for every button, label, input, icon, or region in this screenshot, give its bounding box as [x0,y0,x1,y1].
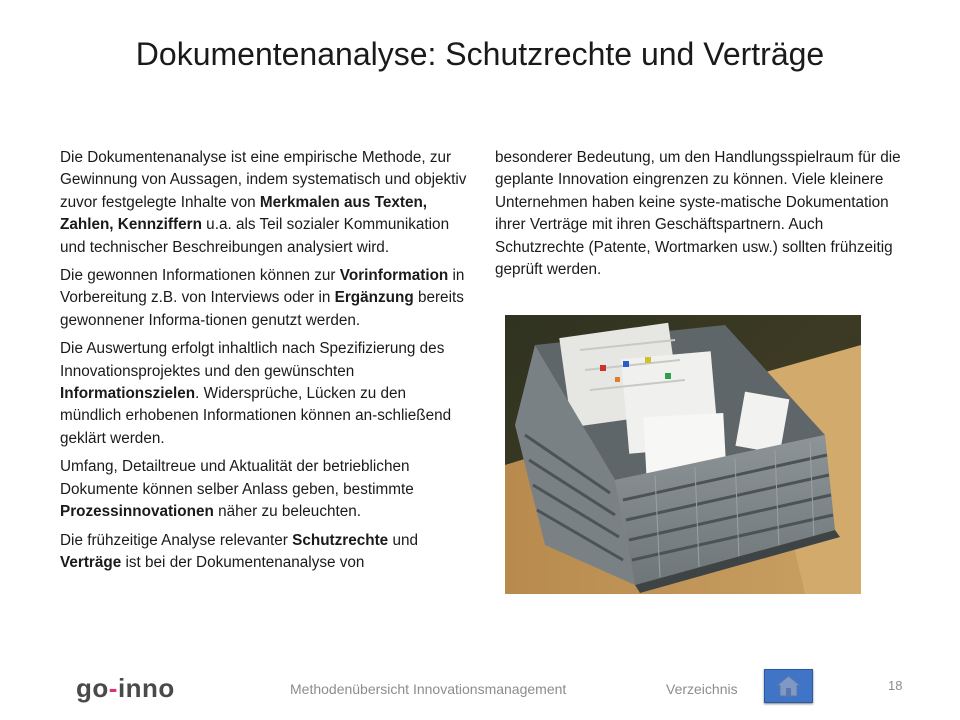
logo-dash: - [108,673,118,703]
methods-overview-link[interactable]: Methodenübersicht Innovationsmanagement [290,681,567,697]
paragraph-text: in Vorbereitung z.B. von Interviews oder in [60,267,465,307]
home-button[interactable] [764,669,813,703]
paragraph-text: Die Auswertung erfolgt inhaltlich nach Spezifizierung des Innovationsprojektes und den gewünschten [60,340,445,380]
paragraph-text: ist bei der Dokumentenanalyse von [121,553,365,571]
paragraph-text: Umfang, Detailtreue und Aktualität der betrieblichen Dokumente können selber Anlass geben, bestimmte [60,458,414,498]
paragraph-text: bereits gewonnener Informa-tionen genutzt werden. [60,289,464,329]
bold-term: Prozessinnovationen [60,503,214,521]
right-text-column [495,147,915,287]
file-crate-photo [505,315,861,594]
go-inno-logo [68,662,176,714]
left-paragraph-4 [60,456,470,523]
bold-term: Ergänzung [334,289,414,307]
logo-part-go: go [76,673,109,703]
logo-text [76,673,175,704]
left-paragraph-5 [60,530,470,575]
left-paragraph-3 [60,338,470,450]
photo-image [505,315,861,594]
paragraph-text: Die Dokumentenanalyse ist eine empirische Methode, zur Gewinnung von Aussagen, indem systematisch und objektiv zuvor festgelegte Inhalte von [60,149,467,211]
bold-term: Schutzrechte [292,531,389,549]
bold-term: Vorinformation [339,267,449,285]
paragraph-text: und [388,531,418,549]
left-text-column [60,147,470,580]
paragraph-text: besonderer Bedeutung, um den Handlungsspielraum für die geplante Innovation eingrenzen zu können. Viele kleinere Unternehmen haben keine syste-matische Dokumentation ihrer Verträge mit ihren Geschäftspartnern. Auch Schutzrechte (Patente, Wortmarken usw.) sollten frühzeitig geprüft werden. [495,149,901,279]
index-link[interactable]: Verzeichnis [666,681,738,697]
slide-title: Dokumentenanalyse: Schutzrechte und Verträge [135,36,825,72]
right-paragraph-1 [495,147,915,281]
paragraph-text: u.a. als Teil sozialer Kommunikation und technischer Beschreibungen analysiert wird. [60,216,450,256]
paragraph-text: Die frühzeitige Analyse relevanter [60,531,293,549]
bold-term: Informationszielen [60,385,196,403]
bold-term: Merkmalen aus Texten, Zahlen, Kennziffern [60,193,428,234]
paragraph-text: näher zu beleuchten. [213,503,361,521]
paragraph-text: Die gewonnen Informationen können zur [60,267,340,285]
paragraph-text: . Widersprüche, Lücken zu den mündlich erhobenen Informationen können an-schließend geklärt werden. [60,385,452,447]
left-paragraph-1 [60,147,470,259]
left-paragraph-2 [60,265,470,332]
page-number: 18 [888,678,903,693]
bold-term: Verträge [60,553,122,571]
home-icon [765,670,812,702]
logo-part-inno: inno [117,673,175,703]
